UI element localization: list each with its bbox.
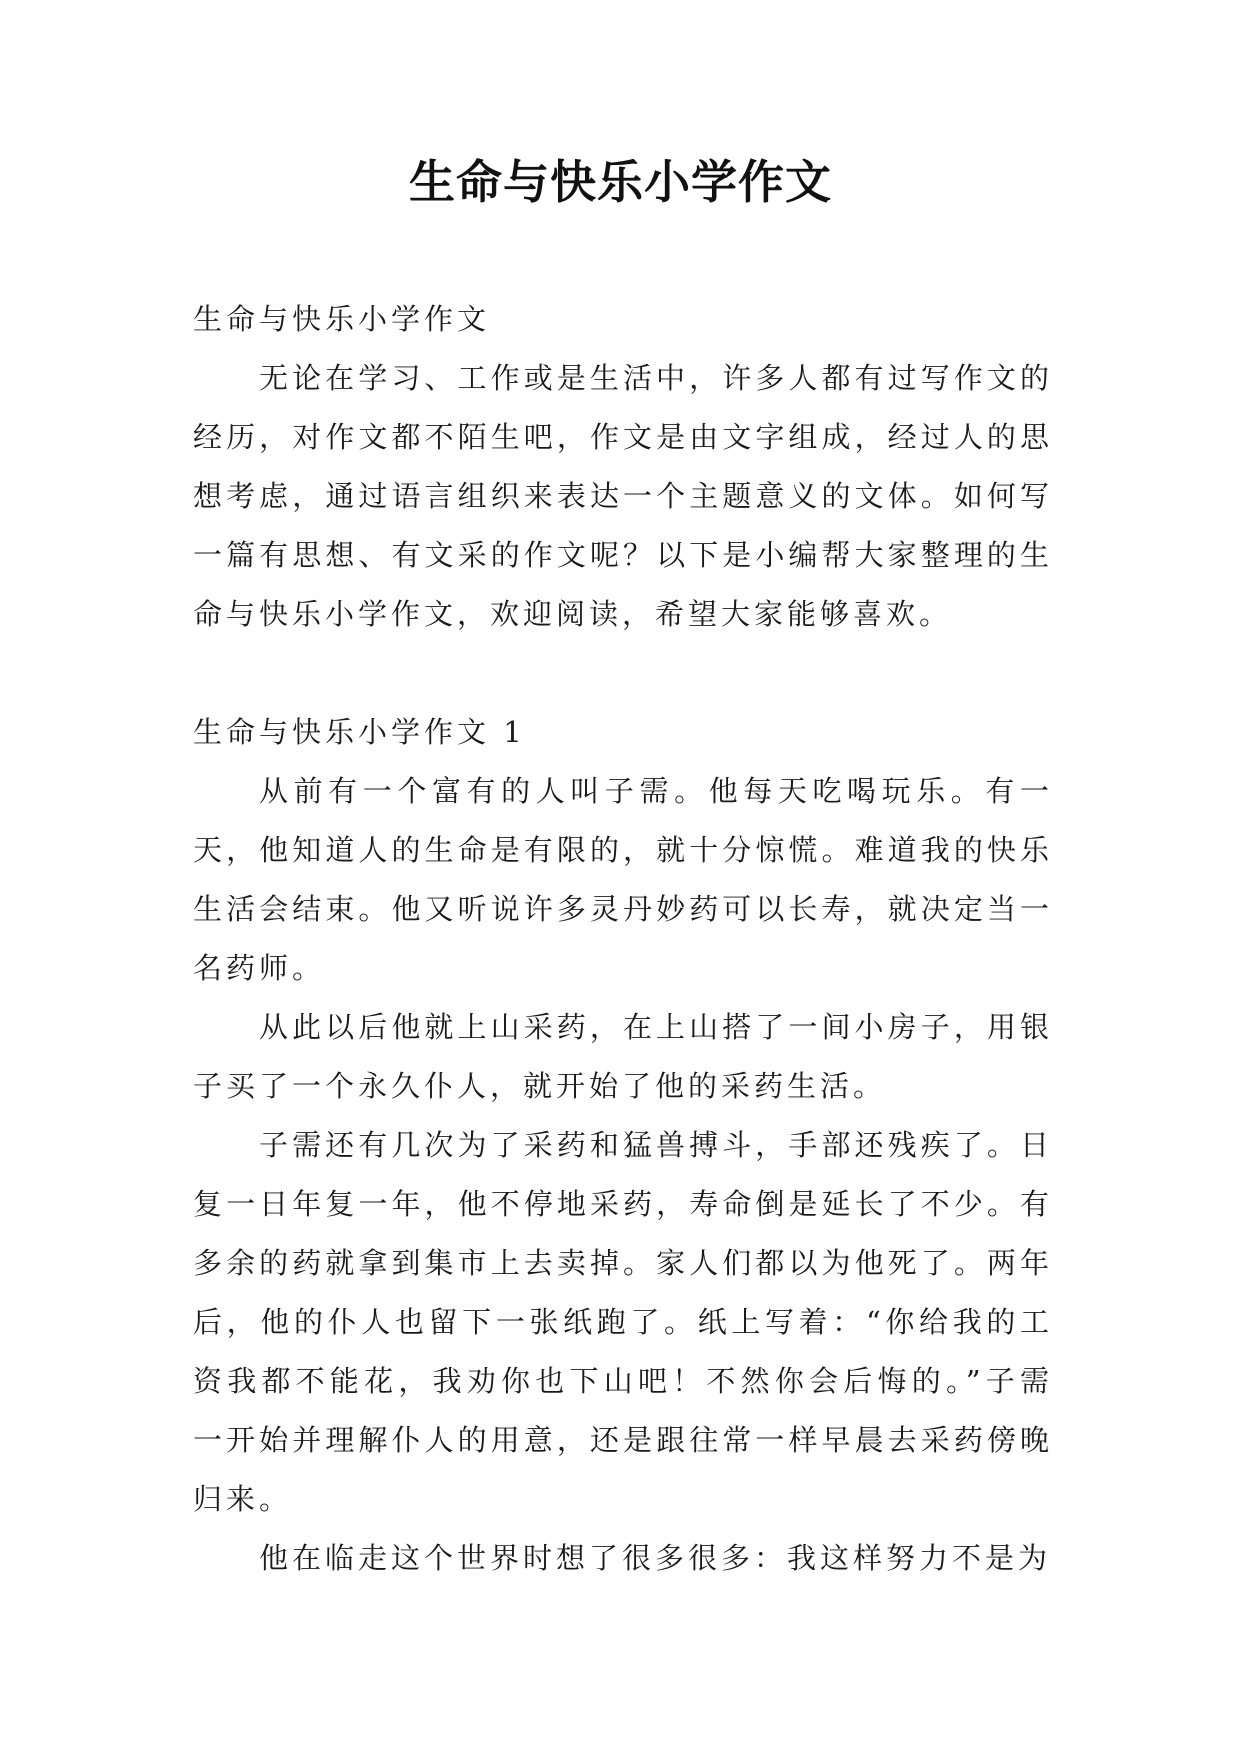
document-body xyxy=(193,290,1053,1588)
section1-paragraph-3: 子需还有几次为了采药和猛兽搏斗，手部还残疾了。日复一日年复一年，他不停地采药，寿命倒是延长了不少。有多余的药就拿到集市上去卖掉。家人们都以为他死了。两年后，他的仆人也留下一张纸跑了。纸上写着：“你给我的工资我都不能花，我劝你也下山吧！不然你会后悔的。”子需一开始并理解仆人的用意，还是跟往常一样早晨去采药傍晚归来。 xyxy=(193,1128,1053,1516)
section1-paragraph-2: 从此以后他就上山采药，在上山搭了一间小房子，用银子买了一个永久仆人，就开始了他的采药生活。 xyxy=(193,1010,1053,1103)
section1-paragraph-1: 从前有一个富有的人叫子需。他每天吃喝玩乐。有一天，他知道人的生命是有限的，就十分惊慌。难道我的快乐生活会结束。他又听说许多灵丹妙药可以长寿，就决定当一名药师。 xyxy=(193,774,1053,985)
section1-paragraph-4: 他在临走这个世界时想了很多很多：我这样努力不是为 xyxy=(259,1541,1052,1575)
document-title: 生命与快乐小学作文 xyxy=(409,155,832,209)
intro-paragraph: 无论在学习、工作或是生活中，许多人都有过写作文的经历，对作文都不陌生吧，作文是由文字组成，经过人的思想考虑，通过语言组织来表达一个主题意义的文体。如何写一篇有思想、有文采的作文呢？以下是小编帮大家整理的生命与快乐小学作文，欢迎阅读，希望大家能够喜欢。 xyxy=(193,361,1053,631)
section-spacer xyxy=(193,644,1053,703)
section1-heading: 生命与快乐小学作文 1 xyxy=(193,715,526,749)
intro-heading: 生命与快乐小学作文 xyxy=(193,302,491,336)
